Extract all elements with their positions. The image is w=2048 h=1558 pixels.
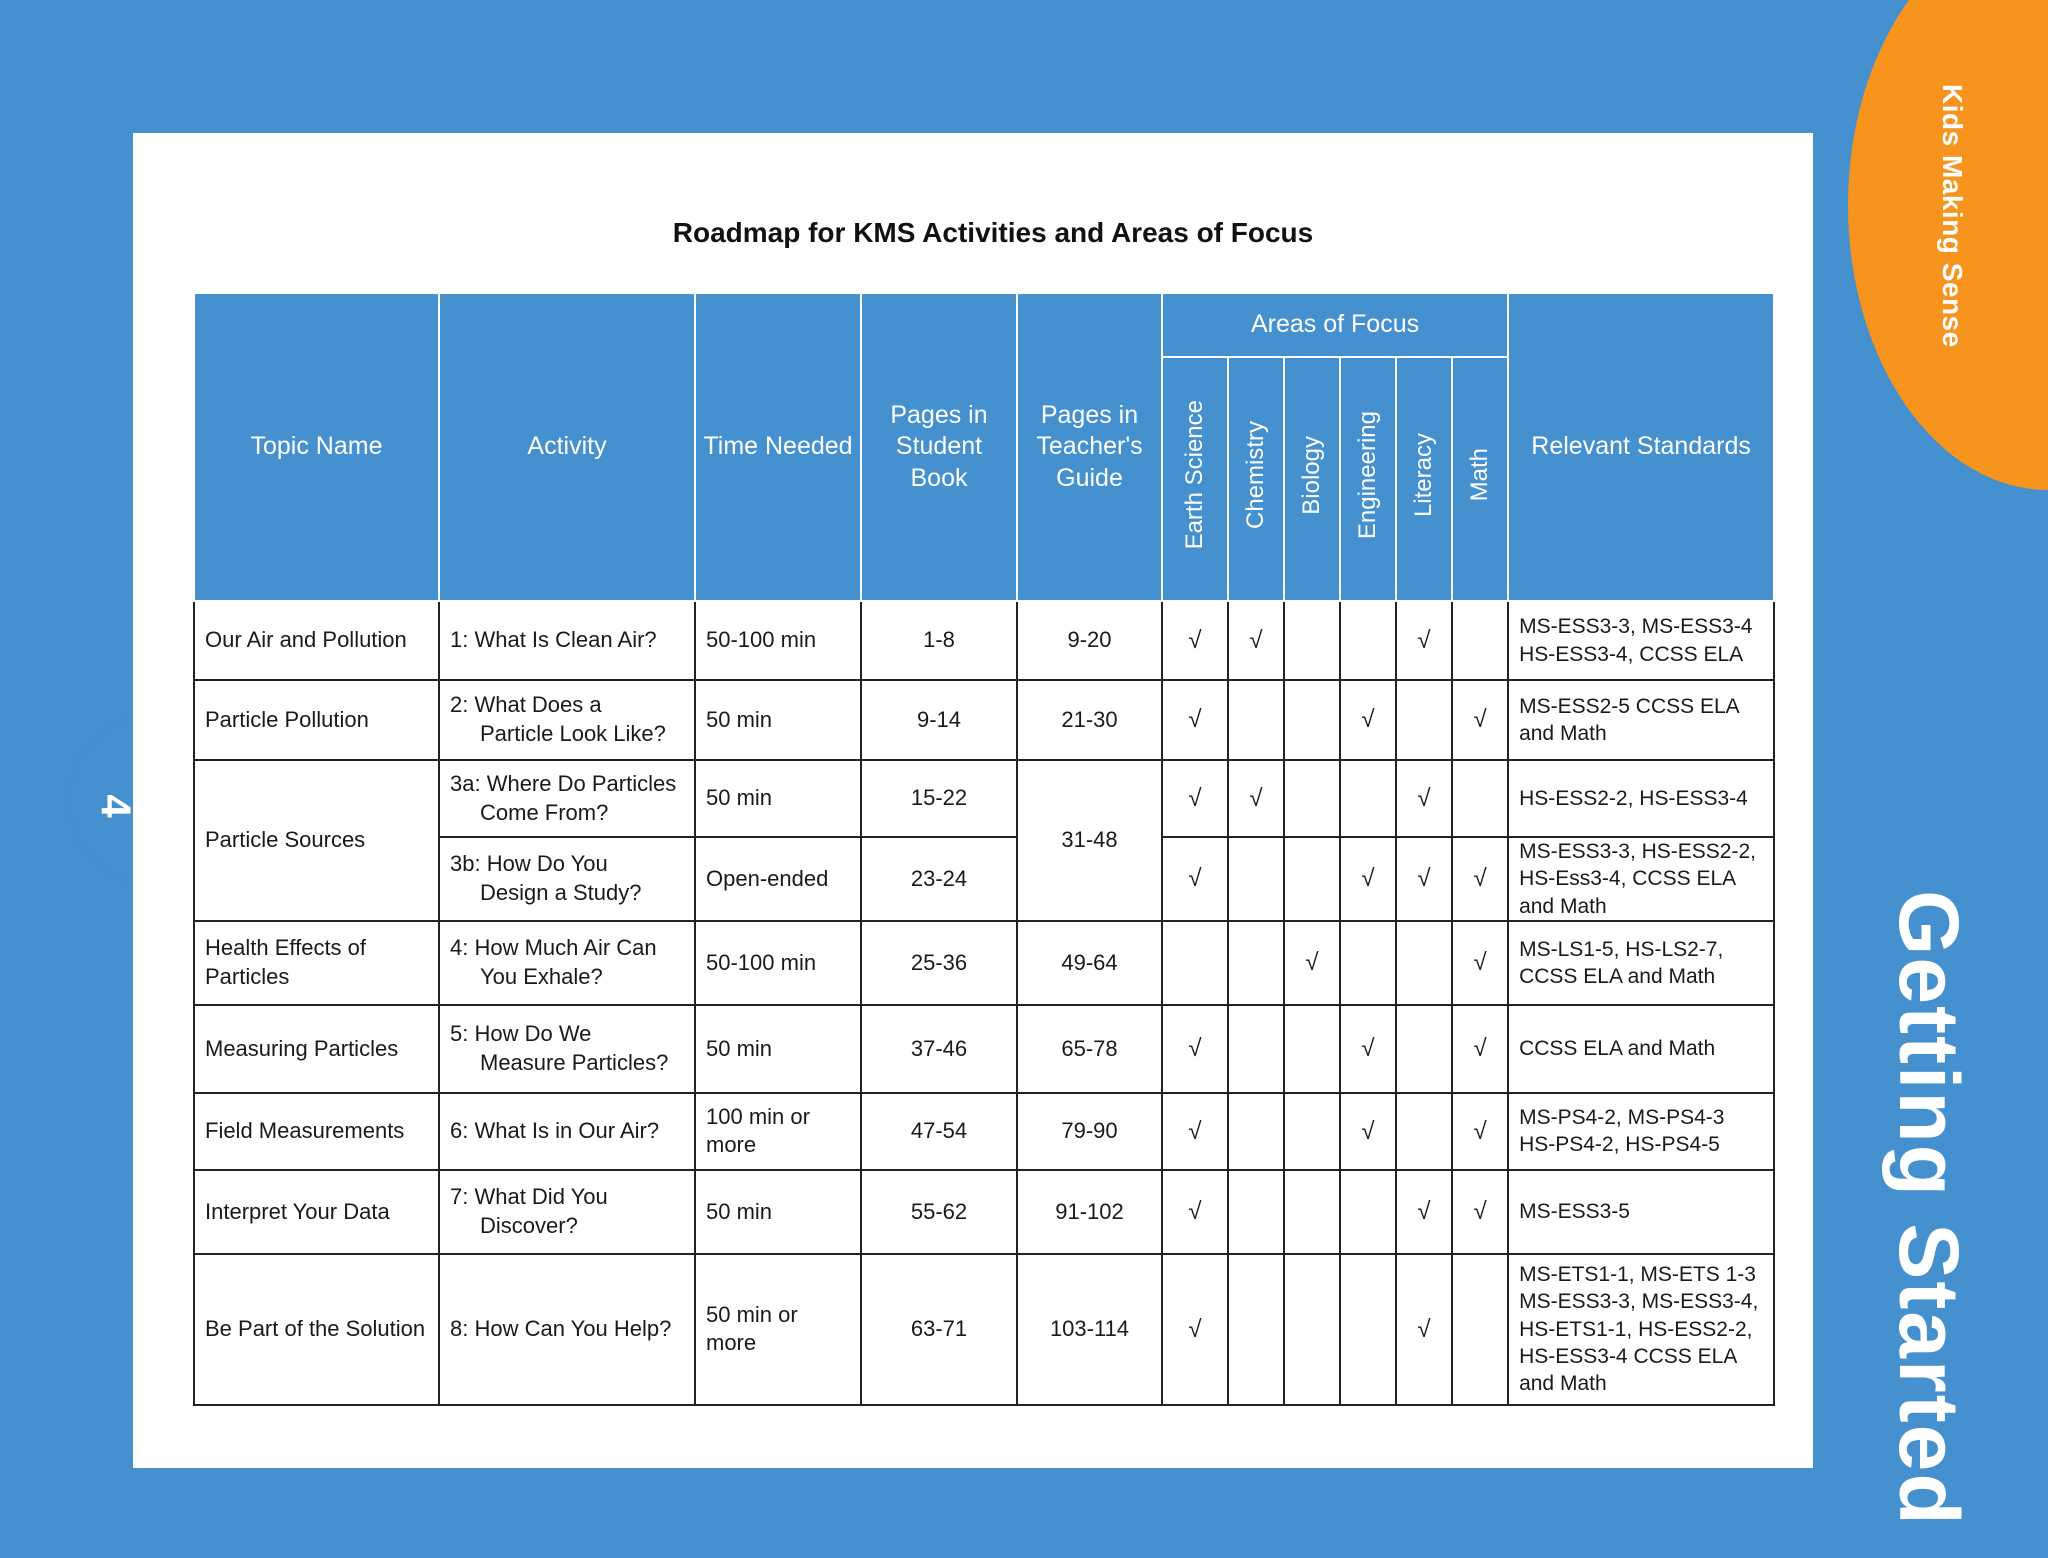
activity-line-2: Discover? — [480, 1212, 578, 1238]
cell-topic: Measuring Particles — [194, 1005, 439, 1093]
focus-label: Math — [1466, 448, 1494, 502]
header-activity: Activity — [439, 293, 695, 601]
activity-line-2: Design a Study? — [480, 879, 642, 905]
header-focus-literacy — [1396, 357, 1452, 601]
check-earth-science: √ — [1162, 601, 1228, 680]
cell-activity — [439, 1170, 695, 1254]
check-engineering: √ — [1340, 680, 1396, 760]
check-math: √ — [1452, 1170, 1508, 1254]
cell-pages-student: 47-54 — [861, 1093, 1017, 1170]
activity-line-2: Measure Particles? — [480, 1049, 669, 1075]
cell-activity — [439, 1254, 695, 1405]
table-row — [194, 1170, 1774, 1254]
empty-biology — [1284, 1254, 1340, 1405]
cell-topic: Particle Pollution — [194, 680, 439, 760]
activity-line-2: Particle Look Like? — [480, 721, 666, 746]
empty-engineering — [1340, 1170, 1396, 1254]
activity-line: 1: What Is Clean Air? — [450, 627, 657, 653]
cell-time: 50 min or more — [695, 1254, 861, 1405]
focus-label: Engineering — [1354, 410, 1381, 539]
empty-engineering — [1340, 921, 1396, 1005]
header-pages-teacher: Pages in Teacher's Guide — [1017, 293, 1162, 601]
header-focus-chemistry — [1228, 357, 1284, 601]
empty-math — [1452, 1254, 1508, 1405]
empty-biology — [1284, 1093, 1340, 1170]
header-focus-earth-science — [1162, 357, 1228, 601]
empty-engineering — [1340, 601, 1396, 680]
cell-standards: MS-ETS1-1, MS-ETS 1-3 MS-ESS3-3, MS-ESS3-4, HS-ETS1-1, HS-ESS2-2, HS-ESS3-4 CCSS ELA and Math — [1508, 1254, 1774, 1405]
cell-pages-student: 25-36 — [861, 921, 1017, 1005]
focus-label: Biology — [1298, 435, 1325, 515]
focus-label: Chemistry — [1242, 420, 1269, 529]
header-topic: Topic Name — [194, 293, 439, 601]
cell-time: 50-100 min — [695, 601, 861, 680]
header-pages-student: Pages in Student Book — [861, 293, 1017, 601]
cell-pages-student: 55-62 — [861, 1170, 1017, 1254]
check-literacy: √ — [1396, 601, 1452, 680]
cell-time: 100 min or more — [695, 1093, 861, 1170]
empty-biology — [1284, 1170, 1340, 1254]
cell-activity — [439, 760, 695, 837]
check-math: √ — [1452, 921, 1508, 1005]
cell-standards: MS-PS4-2, MS-PS4-3 HS-PS4-2, HS-PS4-5 — [1508, 1093, 1774, 1170]
focus-label: Earth Science — [1181, 400, 1208, 550]
cell-time: 50 min — [695, 680, 861, 760]
empty-chemistry — [1228, 921, 1284, 1005]
cell-activity — [439, 680, 695, 760]
cell-activity — [439, 921, 695, 1005]
cell-topic: Our Air and Pollution — [194, 601, 439, 680]
check-math: √ — [1452, 1005, 1508, 1093]
cell-activity — [439, 1093, 695, 1170]
cell-topic: Particle Sources — [194, 760, 439, 921]
roadmap-table — [193, 292, 1775, 1406]
table-row — [194, 1005, 1774, 1093]
empty-math — [1452, 760, 1508, 837]
focus-label: Literacy — [1410, 432, 1437, 517]
activity-line: 4: How Much Air Can — [450, 935, 657, 961]
empty-biology — [1284, 760, 1340, 837]
cell-time: Open-ended — [695, 837, 861, 921]
check-earth-science: √ — [1162, 837, 1228, 921]
cell-pages-student: 1-8 — [861, 601, 1017, 680]
cell-standards: MS-ESS2-5 CCSS ELA and Math — [1508, 680, 1774, 760]
check-biology: √ — [1284, 921, 1340, 1005]
side-tab-label: Kids Making Sense — [1937, 84, 1968, 348]
cell-time: 50 min — [695, 1005, 861, 1093]
table-row — [194, 680, 1774, 760]
header-standards: Relevant Standards — [1508, 293, 1774, 601]
empty-biology — [1284, 837, 1340, 921]
check-earth-science: √ — [1162, 760, 1228, 837]
cell-standards: MS-ESS3-3, HS-ESS2-2, HS-Ess3-4, CCSS ELA and Math — [1508, 837, 1774, 921]
empty-literacy — [1396, 1093, 1452, 1170]
empty-literacy — [1396, 680, 1452, 760]
empty-engineering — [1340, 760, 1396, 837]
cell-pages-student: 9-14 — [861, 680, 1017, 760]
cell-pages-teacher: 91-102 — [1017, 1170, 1162, 1254]
empty-literacy — [1396, 921, 1452, 1005]
check-math: √ — [1452, 1093, 1508, 1170]
cell-pages-student: 15-22 — [861, 760, 1017, 837]
check-earth-science: √ — [1162, 1093, 1228, 1170]
cell-pages-teacher: 21-30 — [1017, 680, 1162, 760]
check-literacy: √ — [1396, 1254, 1452, 1405]
empty-chemistry — [1228, 1254, 1284, 1405]
activity-line: 5: How Do We — [450, 1021, 592, 1047]
empty-engineering — [1340, 1254, 1396, 1405]
empty-biology — [1284, 680, 1340, 760]
check-chemistry: √ — [1228, 760, 1284, 837]
empty-biology — [1284, 601, 1340, 680]
cell-standards: MS-LS1-5, HS-LS2-7, CCSS ELA and Math — [1508, 921, 1774, 1005]
empty-literacy — [1396, 1005, 1452, 1093]
cell-activity — [439, 1005, 695, 1093]
cell-pages-teacher: 31-48 — [1017, 760, 1162, 921]
cell-pages-student: 37-46 — [861, 1005, 1017, 1093]
check-literacy: √ — [1396, 837, 1452, 921]
table-row — [194, 1254, 1774, 1405]
empty-biology — [1284, 1005, 1340, 1093]
cell-standards: CCSS ELA and Math — [1508, 1005, 1774, 1093]
cell-time: 50 min — [695, 1170, 861, 1254]
activity-line: 3a: Where Do Particles — [450, 770, 677, 796]
page-number: 4 — [92, 794, 140, 818]
header-areas-of-focus: Areas of Focus — [1162, 293, 1508, 357]
header-focus-biology — [1284, 357, 1340, 601]
check-literacy: √ — [1396, 1170, 1452, 1254]
check-engineering: √ — [1340, 1093, 1396, 1170]
activity-line: 3b: How Do You — [450, 851, 608, 877]
check-earth-science: √ — [1162, 1170, 1228, 1254]
cell-standards: MS-ESS3-5 — [1508, 1170, 1774, 1254]
cell-pages-teacher: 79-90 — [1017, 1093, 1162, 1170]
cell-activity — [439, 837, 695, 921]
check-math: √ — [1452, 680, 1508, 760]
activity-line: 7: What Did You — [450, 1184, 608, 1210]
empty-chemistry — [1228, 1005, 1284, 1093]
empty-earth-science — [1162, 921, 1228, 1005]
cell-topic: Health Effects of Particles — [194, 921, 439, 1005]
header-focus-engineering — [1340, 357, 1396, 601]
check-engineering: √ — [1340, 1005, 1396, 1093]
cell-topic: Interpret Your Data — [194, 1170, 439, 1254]
table-row — [194, 1093, 1774, 1170]
table-row — [194, 921, 1774, 1005]
cell-topic: Be Part of the Solution — [194, 1254, 439, 1405]
empty-chemistry — [1228, 680, 1284, 760]
cell-pages-teacher: 9-20 — [1017, 601, 1162, 680]
empty-chemistry — [1228, 1093, 1284, 1170]
empty-chemistry — [1228, 837, 1284, 921]
activity-line: 6: What Is in Our Air? — [450, 1118, 660, 1144]
cell-standards: HS-ESS2-2, HS-ESS3-4 — [1508, 760, 1774, 837]
cell-activity — [439, 601, 695, 680]
table-title: Roadmap for KMS Activities and Areas of Focus — [672, 217, 1314, 248]
check-engineering: √ — [1340, 837, 1396, 921]
cell-topic: Field Measurements — [194, 1093, 439, 1170]
table-row — [194, 601, 1774, 680]
cell-pages-student: 63-71 — [861, 1254, 1017, 1405]
cell-pages-teacher: 103-114 — [1017, 1254, 1162, 1405]
cell-time: 50-100 min — [695, 921, 861, 1005]
activity-line: 8: How Can You Help? — [450, 1316, 672, 1342]
activity-line-2: You Exhale? — [480, 963, 603, 989]
cell-time: 50 min — [695, 760, 861, 837]
table-row — [194, 760, 1774, 837]
check-math: √ — [1452, 837, 1508, 921]
check-earth-science: √ — [1162, 680, 1228, 760]
check-literacy: √ — [1396, 760, 1452, 837]
activity-line: 2: What Does a — [450, 692, 602, 718]
check-chemistry: √ — [1228, 601, 1284, 680]
activity-line-2: Come From? — [480, 799, 609, 825]
check-earth-science: √ — [1162, 1254, 1228, 1405]
cell-pages-teacher: 49-64 — [1017, 921, 1162, 1005]
cell-standards: MS-ESS3-3, MS-ESS3-4 HS-ESS3-4, CCSS ELA — [1508, 601, 1774, 680]
empty-chemistry — [1228, 1170, 1284, 1254]
cell-pages-teacher: 65-78 — [1017, 1005, 1162, 1093]
empty-math — [1452, 601, 1508, 680]
check-earth-science: √ — [1162, 1005, 1228, 1093]
section-title: Getting Started — [1882, 890, 1976, 1527]
header-time: Time Needed — [695, 293, 861, 601]
header-focus-math — [1452, 357, 1508, 601]
cell-pages-student: 23-24 — [861, 837, 1017, 921]
